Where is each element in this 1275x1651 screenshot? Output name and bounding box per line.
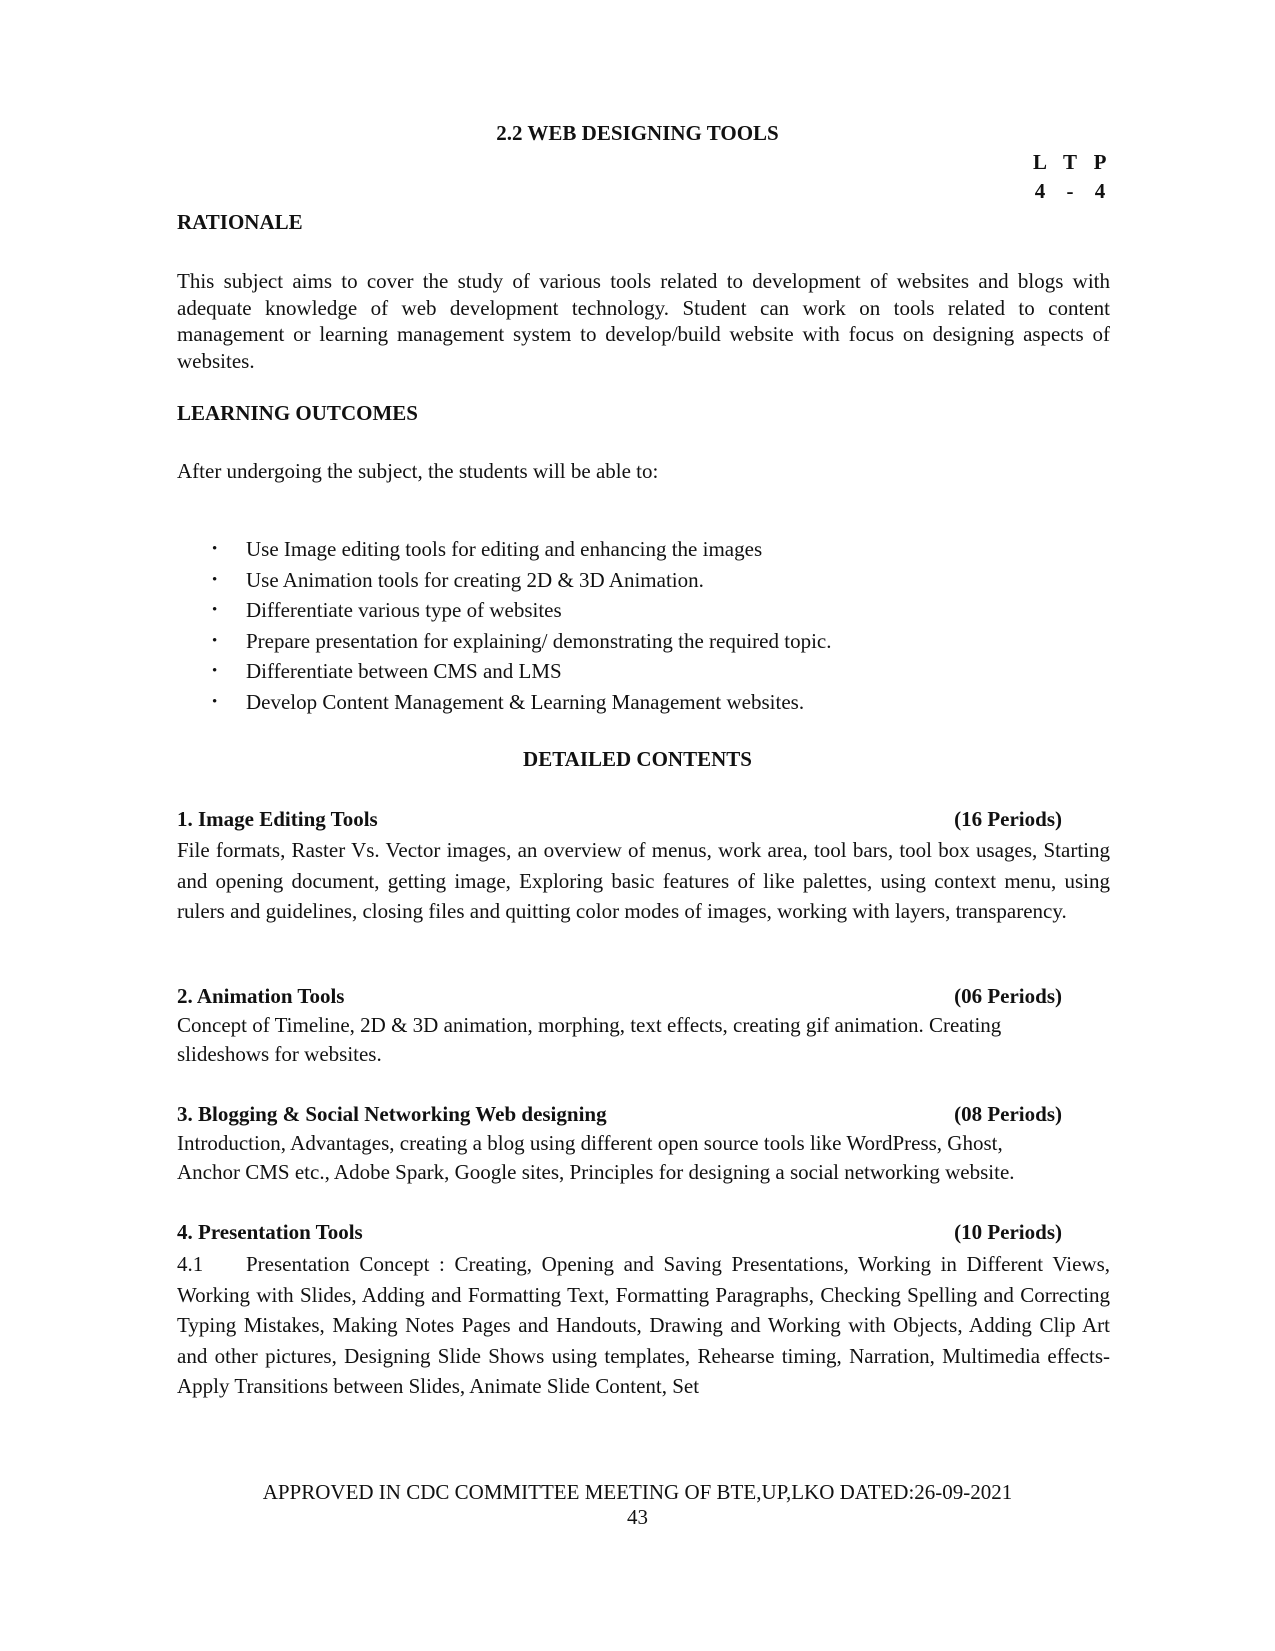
ltp-value-row [1030,179,1110,204]
bullet-icon: • [212,541,218,557]
rationale-heading: RATIONALE [177,210,303,234]
section-title: 4. Presentation Tools [177,1220,363,1244]
section-3-text-line-1: Introduction, Advantages, creating a blog using different open source tools like WordPress, Ghost, [177,1131,1003,1155]
ltp-header-p: P [1093,150,1107,174]
bullet-icon: • [212,693,218,710]
learning-outcomes-list [205,534,831,718]
ltp-value-l: 4 [1034,179,1046,203]
list-item: • Develop Content Management & Learning Management websites. [205,687,831,718]
section-4-text [177,1249,1110,1402]
ltp-header-t: T [1062,150,1077,174]
list-item: • Differentiate between CMS and LMS [205,656,831,687]
section-2-text-line-2: slideshows for websites. [177,1042,382,1066]
section-3-text-line-2: Anchor CMS etc., Adobe Spark, Google sites, Principles for designing a social networking website. [177,1160,1015,1184]
document-title: 2.2 WEB DESIGNING TOOLS [496,121,779,145]
list-item: • Prepare presentation for explaining/ demonstrating the required topic. [205,626,831,657]
subsection-text: Presentation Concept : Creating, Opening and Saving Presentations, Working in Different Views, Working with Slides, Adding and Formatting Text, Formatting Paragraphs, Checking Spelling and Correcting Typing Mistakes, Making Notes Pages and Handouts, Drawing and Working with Objects, Adding Clip Art and other pictures, Designing Slide Shows using templates, Rehearse timing, Narration, Multimedia effects- Apply Transitions between Slides, Animate Slide Content, Set [177,1252,1110,1398]
section-title: 1. Image Editing Tools [177,807,378,831]
section-4-header [177,1220,1062,1245]
section-periods: (08 Periods) [954,1102,1062,1126]
page-number: 43 [627,1505,648,1529]
ltp-value-t: - [1066,179,1074,203]
learning-outcomes-heading: LEARNING OUTCOMES [177,401,418,425]
section-1-header [177,807,1062,832]
section-title: 2. Animation Tools [177,984,345,1008]
ltp-header-row [1030,150,1110,175]
ltp-header-l: L [1032,150,1047,174]
bullet-icon: • [212,663,218,680]
section-periods: (06 Periods) [954,984,1062,1008]
detailed-contents-heading: DETAILED CONTENTS [523,747,752,771]
approval-footer: APPROVED IN CDC COMMITTEE MEETING OF BTE,UP,LKO DATED:26-09-2021 [262,1480,1013,1504]
section-2-header [177,984,1062,1009]
section-periods: (16 Periods) [954,807,1062,831]
bullet-icon: • [212,571,218,588]
learning-outcomes-intro: After undergoing the subject, the students will be able to: [177,459,659,483]
bullet-icon: • [212,632,218,649]
section-1-text: File formats, Raster Vs. Vector images, an overview of menus, work area, tool bars, tool box usages, Starting and opening document, getting image, Exploring basic features of like palettes, using context menu, using rulers and guidelines, closing files and quitting color modes of images, working with layers, transparency. [177,838,1110,923]
rationale-text: This subject aims to cover the study of various tools related to development of websites and blogs with adequate knowledge of web development technology. Student can work on tools related to content management or learning management system to develop/build website with focus on designing aspects of websites. [177,269,1110,373]
section-2-text-line-1: Concept of Timeline, 2D & 3D animation, morphing, text effects, creating gif animation. Creating [177,1013,1002,1037]
section-title: 3. Blogging & Social Networking Web designing [177,1102,607,1126]
list-item: • Use Animation tools for creating 2D & 3D Animation. [205,565,831,596]
section-periods: (10 Periods) [954,1220,1062,1244]
section-3-header [177,1102,1062,1127]
subsection-number: 4.1 [177,1252,204,1276]
list-item: • Differentiate various type of websites [205,595,831,626]
ltp-value-p: 4 [1094,179,1106,203]
list-item: • Use Image editing tools for editing and enhancing the images [205,534,831,565]
bullet-icon: • [212,602,218,619]
